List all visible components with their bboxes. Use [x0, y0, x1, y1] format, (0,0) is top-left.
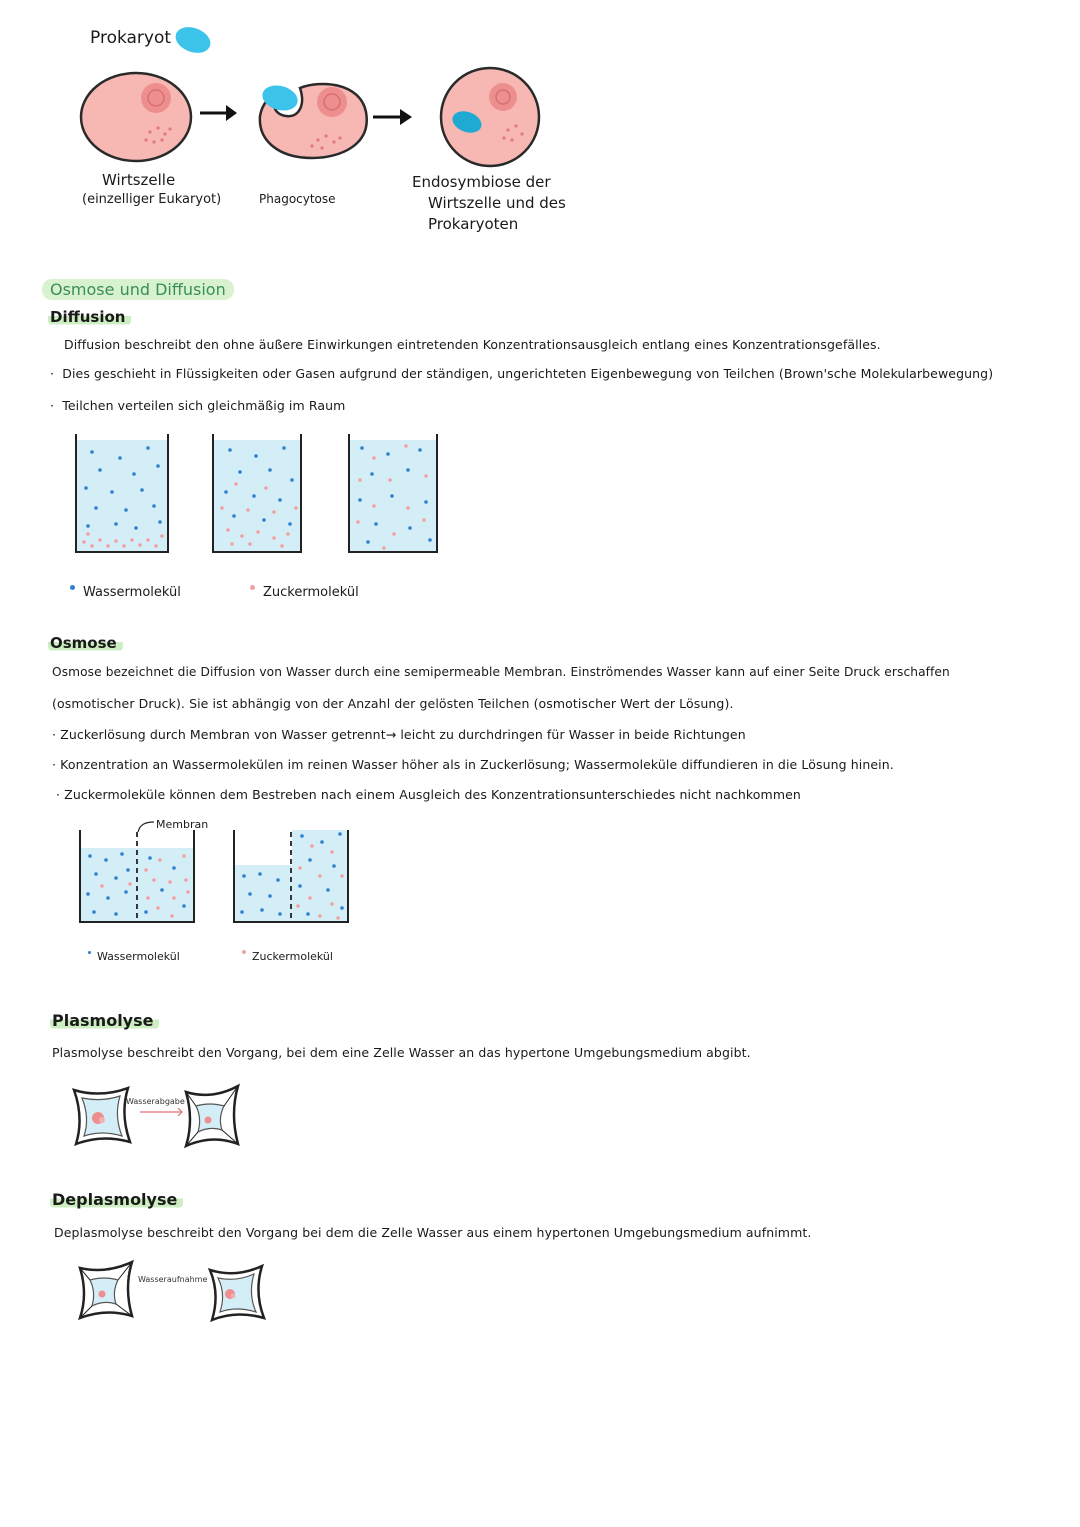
section-title: Osmose und Diffusion	[42, 279, 234, 300]
diffusion-bullet-text: Teilchen verteilen sich gleichmäßig im Raum	[62, 398, 346, 413]
prokaryote-shape	[172, 23, 214, 58]
diffusion-bullet: · Teilchen verteilen sich gleichmäßig im Raum	[50, 398, 346, 413]
deplasmolysis-diagram	[74, 1258, 274, 1328]
osmose-bullet-text: Zuckermoleküle können dem Bestreben nach einem Ausgleich des Konzentrationsunterschiedes nicht nachkommen	[64, 787, 801, 802]
host-cell	[81, 73, 191, 161]
beaker-initial	[76, 434, 168, 552]
diffusion-heading: Diffusion	[48, 308, 131, 326]
host-sublabel: (einzelliger Eukaryot)	[82, 192, 222, 207]
deplasmolyse-definition: Deplasmolyse beschreibt den Vorgang bei dem die Zelle Wasser aus einem hypertonen Umgebungsmedium aufnimmt.	[54, 1225, 812, 1240]
plasmolysis-diagram	[70, 1080, 260, 1160]
plant-cell-before	[74, 1088, 130, 1144]
legend-water-label: Wassermolekül	[83, 585, 181, 600]
legend-water-label: Wassermolekül	[97, 950, 180, 963]
osmose-bullet-text: Zuckerlösung durch Membran von Wasser getrennt→ leicht zu durchdringen für Wasser in beide Richtungen	[60, 727, 746, 742]
legend-sugar	[242, 950, 333, 963]
osmosis-beakers	[70, 810, 370, 930]
plasmolysis-arrow-label: Wasserabgabe	[126, 1097, 185, 1106]
osmosis-beaker-end	[234, 830, 348, 922]
diffusion-bullet: · Dies geschieht in Flüssigkeiten oder Gasen aufgrund der ständigen, ungerichteten Eigenbewegung von Teilchen (Brown'sche Molekularbewegung)	[50, 366, 994, 381]
plant-cell-plasmolysed	[80, 1262, 132, 1318]
osmose-definition-1: Osmose bezeichnet die Diffusion von Wasser durch eine semipermeable Membran. Einströmendes Wasser kann auf einer Seite Druck erschaffen	[52, 665, 950, 679]
endosymbiosis-cell	[441, 68, 539, 166]
endosymbiosis-label-1: Endosymbiose der	[412, 173, 551, 191]
osmose-bullet: · Zuckerlösung durch Membran von Wasser getrennt→ leicht zu durchdringen für Wasser in beide Richtungen	[52, 727, 746, 742]
deplasmolysis-arrow-label: Wasseraufnahme	[138, 1275, 208, 1284]
legend-water	[70, 585, 181, 600]
osmosis-beaker-start	[80, 830, 194, 922]
beaker-middle	[213, 434, 301, 552]
arrow-right-icon	[373, 109, 412, 125]
legend-sugar-label: Zuckermolekül	[263, 585, 359, 600]
legend-sugar-label: Zuckermolekül	[252, 950, 333, 963]
osmose-bullet-text: Konzentration an Wassermolekülen im reinen Wasser höher als in Zuckerlösung; Wassermoleküle diffundieren in die Lösung hinein.	[60, 757, 894, 772]
phagocytosis-label: Phagocytose	[259, 192, 336, 206]
plant-cell-plasmolysed	[186, 1086, 238, 1146]
phagocytosis-cell	[260, 82, 367, 158]
endosymbiosis-label-3: Prokaryoten	[428, 215, 519, 233]
membrane-label: Membran	[156, 818, 209, 831]
host-label: Wirtszelle	[102, 171, 176, 189]
plasmolyse-definition: Plasmolyse beschreibt den Vorgang, bei dem eine Zelle Wasser an das hypertone Umgebungsmedium abgibt.	[52, 1045, 751, 1060]
diffusion-beakers	[70, 430, 450, 560]
diffusion-definition: Diffusion beschreibt den ohne äußere Einwirkungen eintretenden Konzentrationsausgleich entlang eines Konzentrationsgefälles.	[64, 337, 881, 352]
prokaryote-label: Prokaryot	[90, 28, 172, 48]
beaker-equalized	[349, 434, 437, 552]
legend-water	[88, 950, 180, 963]
legend-sugar	[250, 585, 359, 600]
endosymbiosis-diagram	[0, 0, 1080, 260]
plant-cell-turgid	[210, 1266, 264, 1320]
endosymbiosis-label-2: Wirtszelle und des	[428, 194, 566, 212]
plasmolyse-heading: Plasmolyse	[50, 1011, 159, 1030]
deplasmolyse-heading: Deplasmolyse	[50, 1190, 183, 1209]
osmose-bullet: · Konzentration an Wassermolekülen im reinen Wasser höher als in Zuckerlösung; Wassermoleküle diffundieren in die Lösung hinein.	[52, 757, 894, 772]
osmose-definition-2: (osmotischer Druck). Sie ist abhängig von der Anzahl der gelösten Teilchen (osmotischer Wert der Lösung).	[52, 696, 734, 711]
osmose-bullet: · Zuckermoleküle können dem Bestreben nach einem Ausgleich des Konzentrationsunterschiedes nicht nachkommen	[56, 787, 801, 802]
arrow-right-icon	[200, 105, 237, 121]
diffusion-bullet-text: Dies geschieht in Flüssigkeiten oder Gasen aufgrund der ständigen, ungerichteten Eigenbewegung von Teilchen (Brown'sche Molekularbewegung)	[62, 366, 994, 381]
osmose-heading: Osmose	[48, 634, 123, 652]
arrow-right-icon	[140, 1108, 182, 1116]
